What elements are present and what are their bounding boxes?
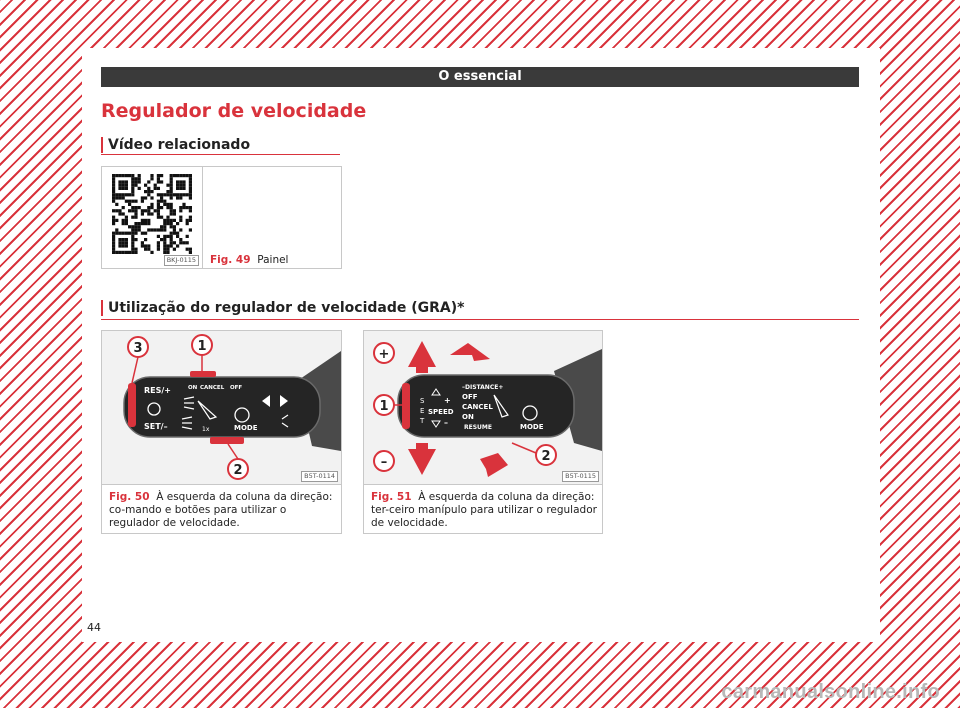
- on-label: ON: [462, 413, 474, 421]
- figure-label: Fig. 51: [371, 491, 412, 503]
- e-label: E: [420, 407, 425, 415]
- off-label: OFF: [462, 393, 478, 401]
- mode-label: MODE: [234, 424, 258, 432]
- cancel-label: CANCEL: [200, 385, 225, 391]
- one-x-label: 1x: [202, 426, 210, 433]
- figure-51: [363, 330, 603, 534]
- resume-label: RESUME: [464, 424, 492, 431]
- figure-label: Fig. 50: [109, 491, 150, 503]
- distance-label: –DISTANCE+: [462, 384, 504, 391]
- t-label: T: [420, 417, 425, 425]
- on-label: ON: [188, 385, 198, 391]
- figure-image-code: B5T-0114: [301, 471, 338, 482]
- plus-label: +: [444, 396, 451, 405]
- figure-image-code: B5T-0115: [562, 471, 599, 482]
- video-section-rule: [101, 154, 340, 155]
- stalk-illustration-2: [364, 331, 602, 484]
- page-title: Regulador de velocidade: [101, 100, 367, 122]
- callout-1: 1: [379, 399, 389, 414]
- stalk-illustration-1: [102, 331, 341, 484]
- manual-page: [82, 48, 880, 642]
- figure-50: [101, 330, 342, 534]
- callout-3: 3: [133, 341, 143, 356]
- figure-49: [101, 166, 342, 269]
- res-label: RES/+: [144, 386, 172, 395]
- cancel-label: CANCEL: [462, 403, 493, 411]
- figure-caption-text: À esquerda da coluna da direção: co-mando e botões para utilizar o regulador de velocidade.: [109, 491, 333, 529]
- figure-49-caption: [210, 254, 288, 267]
- gra-section-rule: [101, 319, 859, 320]
- s-label: S: [420, 397, 425, 405]
- minus-label: –: [444, 418, 448, 427]
- video-section-heading: Vídeo relacionado: [101, 137, 250, 153]
- callout-minus: –: [380, 455, 388, 470]
- callout-2: 2: [541, 449, 551, 464]
- set-label: SET/–: [144, 422, 168, 431]
- qr-code-icon: [102, 167, 202, 268]
- off-label: OFF: [230, 385, 243, 391]
- figure-caption-text: Painel: [257, 254, 289, 266]
- figure-51-caption: [371, 491, 597, 530]
- figure-50-caption: [109, 491, 335, 530]
- page-number: 44: [87, 621, 101, 634]
- mode-label: MODE: [520, 423, 544, 431]
- gra-section-heading: Utilização do regulador de velocidade (GRA)*: [101, 300, 464, 316]
- figure-caption-text: À esquerda da coluna da direção: ter-ceiro manípulo para utilizar o regulador de velocidade.: [371, 491, 597, 529]
- speed-label: SPEED: [428, 408, 454, 416]
- qr-code-panel[interactable]: [102, 167, 203, 268]
- callout-1: 1: [197, 339, 207, 354]
- figure-image-code: BKJ-0115: [164, 255, 199, 266]
- figure-label: Fig. 49: [210, 254, 251, 266]
- callout-2: 2: [233, 463, 243, 478]
- watermark: carmanualsonline.info: [721, 681, 940, 703]
- callout-plus: +: [378, 347, 390, 362]
- chapter-header: O essencial: [101, 67, 859, 87]
